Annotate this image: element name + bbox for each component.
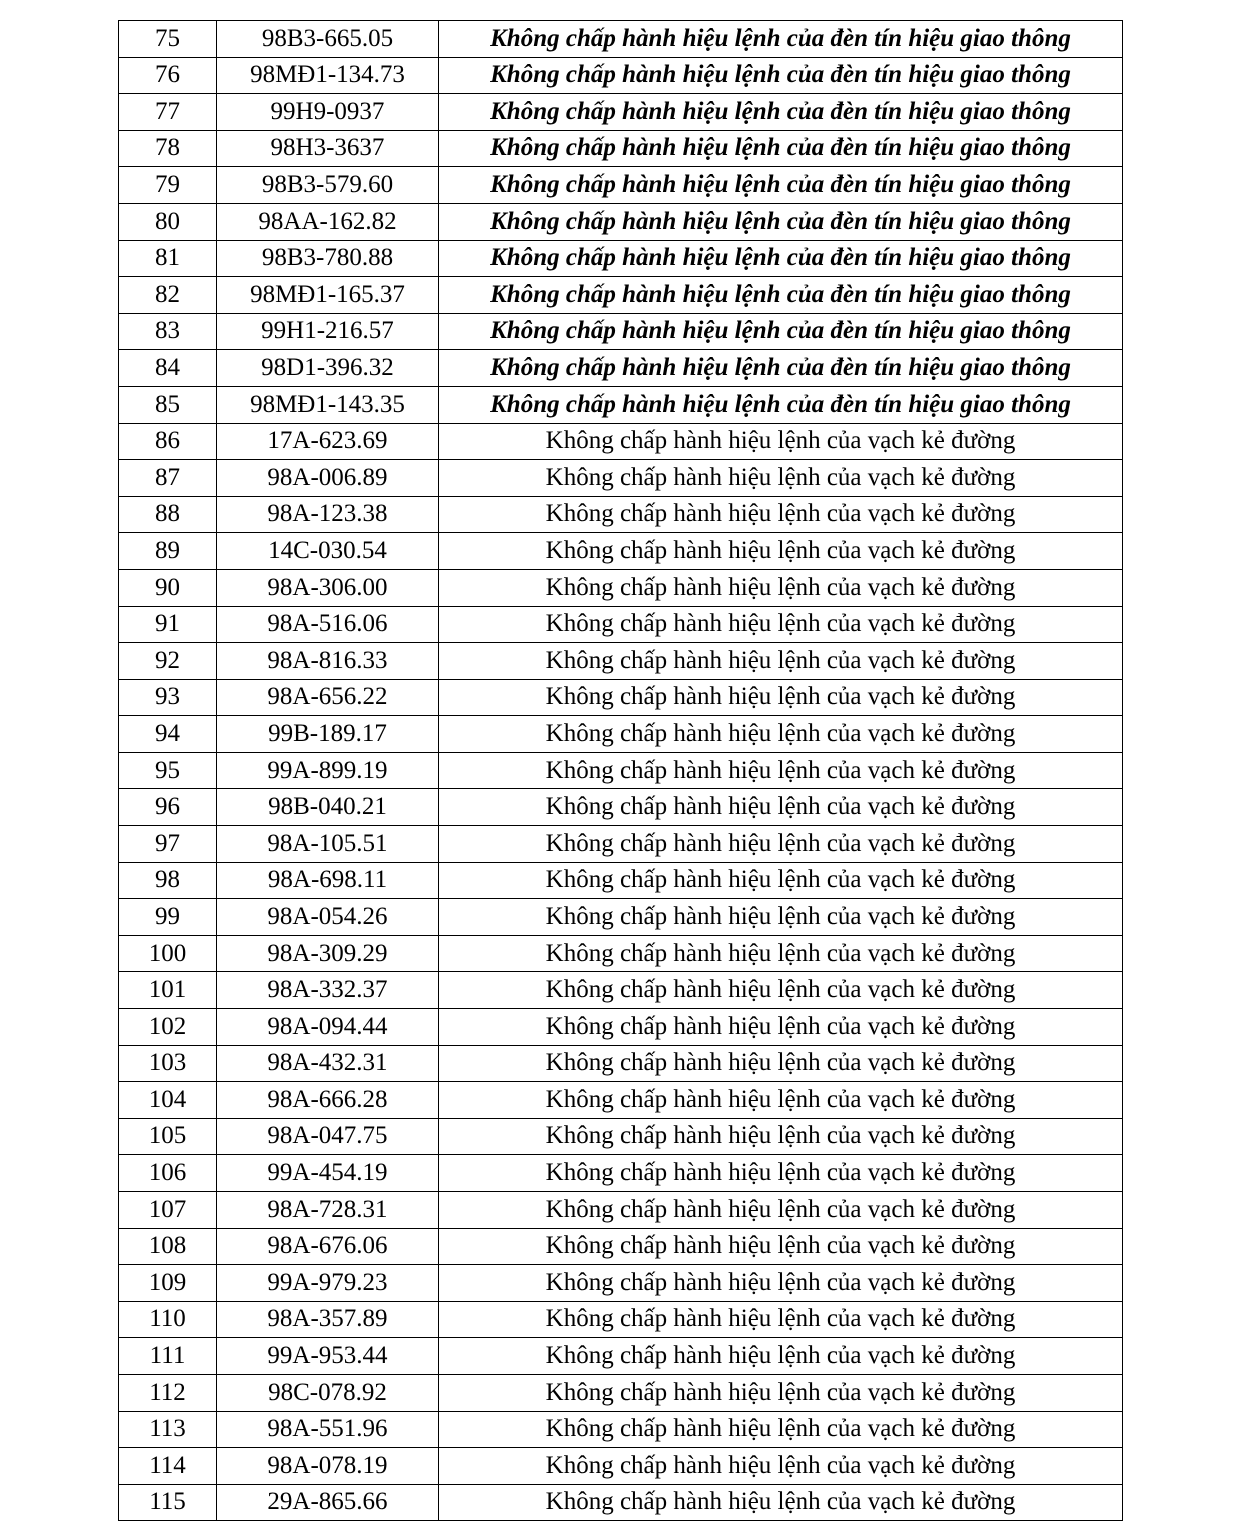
cell-stt: 79: [119, 167, 217, 204]
cell-violation-description: Không chấp hành hiệu lệnh của vạch kẻ đường: [439, 1009, 1123, 1046]
cell-violation-description: Không chấp hành hiệu lệnh của đèn tín hiệu giao thông: [439, 94, 1123, 131]
table-row: [119, 1411, 1123, 1448]
cell-violation-description: Không chấp hành hiệu lệnh của vạch kẻ đường: [439, 1301, 1123, 1338]
cell-license-plate: 98B-040.21: [217, 789, 439, 826]
cell-stt: 96: [119, 789, 217, 826]
table-row: [119, 679, 1123, 716]
table-row: [119, 1484, 1123, 1521]
cell-violation-description: Không chấp hành hiệu lệnh của vạch kẻ đường: [439, 1228, 1123, 1265]
cell-violation-description: Không chấp hành hiệu lệnh của vạch kẻ đường: [439, 716, 1123, 753]
cell-license-plate: 98A-047.75: [217, 1118, 439, 1155]
cell-stt: 97: [119, 826, 217, 863]
cell-license-plate: 99A-979.23: [217, 1265, 439, 1302]
cell-license-plate: 98A-816.33: [217, 643, 439, 680]
cell-violation-description: Không chấp hành hiệu lệnh của vạch kẻ đường: [439, 1192, 1123, 1229]
table-row: [119, 1374, 1123, 1411]
cell-license-plate: 99B-189.17: [217, 716, 439, 753]
cell-license-plate: 98A-123.38: [217, 496, 439, 533]
cell-violation-description: Không chấp hành hiệu lệnh của vạch kẻ đường: [439, 643, 1123, 680]
cell-stt: 109: [119, 1265, 217, 1302]
cell-violation-description: Không chấp hành hiệu lệnh của đèn tín hiệu giao thông: [439, 386, 1123, 423]
cell-license-plate: 99H1-216.57: [217, 313, 439, 350]
cell-violation-description: Không chấp hành hiệu lệnh của vạch kẻ đường: [439, 862, 1123, 899]
cell-license-plate: 98A-054.26: [217, 899, 439, 936]
cell-license-plate: 98A-516.06: [217, 606, 439, 643]
table-row: [119, 1192, 1123, 1229]
table-row: [119, 1155, 1123, 1192]
cell-violation-description: Không chấp hành hiệu lệnh của vạch kẻ đường: [439, 679, 1123, 716]
table-row: [119, 862, 1123, 899]
table-row: [119, 1082, 1123, 1119]
cell-stt: 78: [119, 130, 217, 167]
cell-stt: 106: [119, 1155, 217, 1192]
cell-violation-description: Không chấp hành hiệu lệnh của vạch kẻ đường: [439, 935, 1123, 972]
cell-violation-description: Không chấp hành hiệu lệnh của vạch kẻ đường: [439, 1045, 1123, 1082]
table-row: [119, 1448, 1123, 1485]
cell-license-plate: 98A-306.00: [217, 569, 439, 606]
cell-violation-description: Không chấp hành hiệu lệnh của vạch kẻ đường: [439, 789, 1123, 826]
cell-stt: 83: [119, 313, 217, 350]
table-row: [119, 1265, 1123, 1302]
table-row: [119, 1045, 1123, 1082]
cell-violation-description: Không chấp hành hiệu lệnh của vạch kẻ đường: [439, 1374, 1123, 1411]
cell-stt: 82: [119, 277, 217, 314]
cell-violation-description: Không chấp hành hiệu lệnh của vạch kẻ đường: [439, 460, 1123, 497]
cell-violation-description: Không chấp hành hiệu lệnh của vạch kẻ đường: [439, 1448, 1123, 1485]
table-row: [119, 935, 1123, 972]
cell-license-plate: 98A-676.06: [217, 1228, 439, 1265]
table-row: [119, 21, 1123, 58]
table-row: [119, 423, 1123, 460]
cell-violation-description: Không chấp hành hiệu lệnh của vạch kẻ đường: [439, 1411, 1123, 1448]
violations-table: [118, 20, 1123, 1521]
cell-violation-description: Không chấp hành hiệu lệnh của vạch kẻ đường: [439, 533, 1123, 570]
table-row: [119, 277, 1123, 314]
cell-violation-description: Không chấp hành hiệu lệnh của đèn tín hiệu giao thông: [439, 277, 1123, 314]
cell-stt: 75: [119, 21, 217, 58]
cell-violation-description: Không chấp hành hiệu lệnh của vạch kẻ đường: [439, 423, 1123, 460]
cell-license-plate: 98B3-579.60: [217, 167, 439, 204]
table-row: [119, 240, 1123, 277]
table-row: [119, 130, 1123, 167]
cell-stt: 94: [119, 716, 217, 753]
cell-license-plate: 98A-105.51: [217, 826, 439, 863]
table-row: [119, 1009, 1123, 1046]
cell-license-plate: 98A-698.11: [217, 862, 439, 899]
table-row: [119, 899, 1123, 936]
cell-license-plate: 29A-865.66: [217, 1484, 439, 1521]
cell-stt: 115: [119, 1484, 217, 1521]
table-row: [119, 350, 1123, 387]
cell-license-plate: 98A-332.37: [217, 972, 439, 1009]
cell-stt: 95: [119, 752, 217, 789]
table-row: [119, 167, 1123, 204]
cell-stt: 80: [119, 203, 217, 240]
cell-license-plate: 98A-666.28: [217, 1082, 439, 1119]
table-row: [119, 386, 1123, 423]
cell-stt: 103: [119, 1045, 217, 1082]
table-row: [119, 789, 1123, 826]
cell-stt: 98: [119, 862, 217, 899]
cell-violation-description: Không chấp hành hiệu lệnh của vạch kẻ đường: [439, 752, 1123, 789]
cell-stt: 101: [119, 972, 217, 1009]
table-row: [119, 716, 1123, 753]
cell-license-plate: 98A-094.44: [217, 1009, 439, 1046]
cell-stt: 85: [119, 386, 217, 423]
table-row: [119, 203, 1123, 240]
cell-stt: 105: [119, 1118, 217, 1155]
table-row: [119, 972, 1123, 1009]
cell-license-plate: 98A-006.89: [217, 460, 439, 497]
cell-license-plate: 99H9-0937: [217, 94, 439, 131]
cell-stt: 107: [119, 1192, 217, 1229]
cell-license-plate: 98C-078.92: [217, 1374, 439, 1411]
cell-stt: 100: [119, 935, 217, 972]
cell-license-plate: 99A-899.19: [217, 752, 439, 789]
table-row: [119, 643, 1123, 680]
table-row: [119, 1338, 1123, 1375]
table-row: [119, 826, 1123, 863]
cell-violation-description: Không chấp hành hiệu lệnh của vạch kẻ đường: [439, 972, 1123, 1009]
cell-stt: 77: [119, 94, 217, 131]
cell-license-plate: 99A-953.44: [217, 1338, 439, 1375]
cell-violation-description: Không chấp hành hiệu lệnh của đèn tín hiệu giao thông: [439, 240, 1123, 277]
cell-license-plate: 17A-623.69: [217, 423, 439, 460]
cell-stt: 88: [119, 496, 217, 533]
table-row: [119, 313, 1123, 350]
cell-license-plate: 98A-551.96: [217, 1411, 439, 1448]
cell-violation-description: Không chấp hành hiệu lệnh của đèn tín hiệu giao thông: [439, 350, 1123, 387]
cell-stt: 86: [119, 423, 217, 460]
cell-violation-description: Không chấp hành hiệu lệnh của vạch kẻ đường: [439, 1082, 1123, 1119]
table-row: [119, 533, 1123, 570]
cell-stt: 81: [119, 240, 217, 277]
cell-license-plate: 14C-030.54: [217, 533, 439, 570]
cell-stt: 84: [119, 350, 217, 387]
cell-stt: 114: [119, 1448, 217, 1485]
table-row: [119, 606, 1123, 643]
cell-violation-description: Không chấp hành hiệu lệnh của vạch kẻ đường: [439, 1265, 1123, 1302]
table-row: [119, 496, 1123, 533]
cell-license-plate: 98A-357.89: [217, 1301, 439, 1338]
cell-stt: 99: [119, 899, 217, 936]
cell-violation-description: Không chấp hành hiệu lệnh của đèn tín hiệu giao thông: [439, 130, 1123, 167]
cell-violation-description: Không chấp hành hiệu lệnh của đèn tín hiệu giao thông: [439, 313, 1123, 350]
cell-stt: 108: [119, 1228, 217, 1265]
cell-stt: 113: [119, 1411, 217, 1448]
cell-license-plate: 98A-078.19: [217, 1448, 439, 1485]
cell-stt: 91: [119, 606, 217, 643]
table-row: [119, 460, 1123, 497]
cell-license-plate: 98A-728.31: [217, 1192, 439, 1229]
cell-stt: 110: [119, 1301, 217, 1338]
cell-violation-description: Không chấp hành hiệu lệnh của vạch kẻ đường: [439, 826, 1123, 863]
table-row: [119, 1301, 1123, 1338]
table-row: [119, 1228, 1123, 1265]
cell-license-plate: 98A-656.22: [217, 679, 439, 716]
cell-violation-description: Không chấp hành hiệu lệnh của vạch kẻ đường: [439, 1484, 1123, 1521]
cell-violation-description: Không chấp hành hiệu lệnh của đèn tín hiệu giao thông: [439, 167, 1123, 204]
cell-violation-description: Không chấp hành hiệu lệnh của vạch kẻ đường: [439, 1118, 1123, 1155]
cell-stt: 92: [119, 643, 217, 680]
cell-stt: 112: [119, 1374, 217, 1411]
cell-violation-description: Không chấp hành hiệu lệnh của đèn tín hiệu giao thông: [439, 203, 1123, 240]
cell-violation-description: Không chấp hành hiệu lệnh của vạch kẻ đường: [439, 606, 1123, 643]
cell-violation-description: Không chấp hành hiệu lệnh của vạch kẻ đường: [439, 1338, 1123, 1375]
cell-stt: 89: [119, 533, 217, 570]
cell-license-plate: 98MĐ1-143.35: [217, 386, 439, 423]
table-row: [119, 57, 1123, 94]
cell-license-plate: 98AA-162.82: [217, 203, 439, 240]
table-row: [119, 1118, 1123, 1155]
cell-violation-description: Không chấp hành hiệu lệnh của đèn tín hiệu giao thông: [439, 57, 1123, 94]
table-row: [119, 569, 1123, 606]
cell-violation-description: Không chấp hành hiệu lệnh của vạch kẻ đường: [439, 1155, 1123, 1192]
cell-license-plate: 98MĐ1-165.37: [217, 277, 439, 314]
cell-license-plate: 98A-309.29: [217, 935, 439, 972]
cell-stt: 90: [119, 569, 217, 606]
table-row: [119, 94, 1123, 131]
cell-stt: 102: [119, 1009, 217, 1046]
cell-stt: 104: [119, 1082, 217, 1119]
cell-violation-description: Không chấp hành hiệu lệnh của đèn tín hiệu giao thông: [439, 21, 1123, 58]
cell-stt: 76: [119, 57, 217, 94]
cell-license-plate: 98MĐ1-134.73: [217, 57, 439, 94]
cell-license-plate: 98B3-780.88: [217, 240, 439, 277]
cell-license-plate: 98A-432.31: [217, 1045, 439, 1082]
cell-license-plate: 98B3-665.05: [217, 21, 439, 58]
cell-stt: 111: [119, 1338, 217, 1375]
cell-violation-description: Không chấp hành hiệu lệnh của vạch kẻ đường: [439, 496, 1123, 533]
table-row: [119, 752, 1123, 789]
cell-license-plate: 98H3-3637: [217, 130, 439, 167]
cell-license-plate: 99A-454.19: [217, 1155, 439, 1192]
cell-stt: 93: [119, 679, 217, 716]
cell-violation-description: Không chấp hành hiệu lệnh của vạch kẻ đường: [439, 899, 1123, 936]
violations-table-body: [119, 21, 1123, 1521]
cell-stt: 87: [119, 460, 217, 497]
cell-license-plate: 98D1-396.32: [217, 350, 439, 387]
cell-violation-description: Không chấp hành hiệu lệnh của vạch kẻ đường: [439, 569, 1123, 606]
